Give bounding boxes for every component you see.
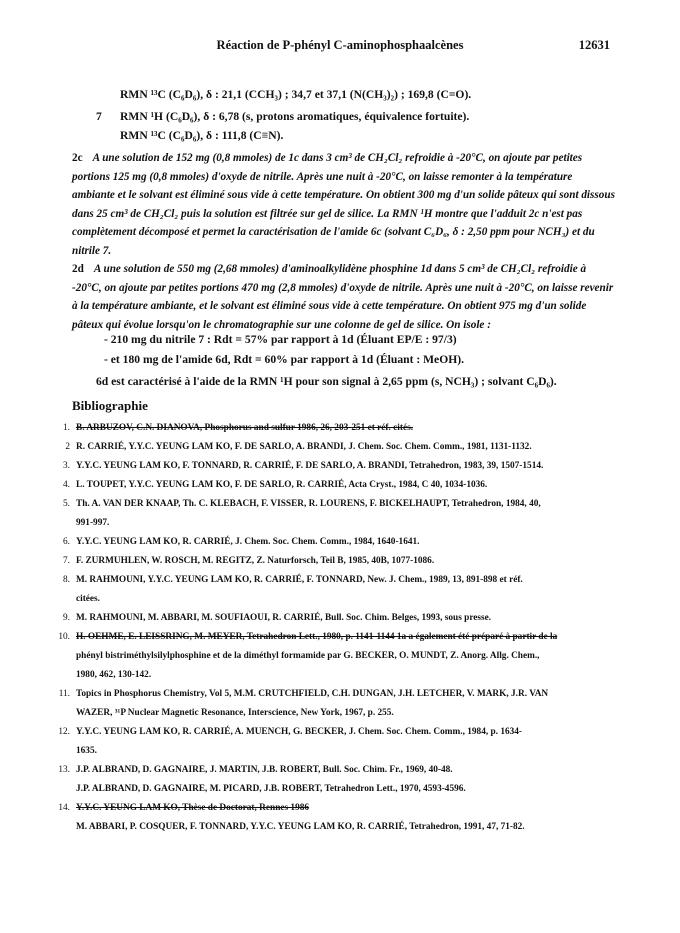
compound-7-label: 7 bbox=[96, 110, 102, 123]
reference-list bbox=[56, 419, 616, 837]
reference-text-line: Y.Y.C. YEUNG LAM KO, F. TONNARD, R. CARRIÉ, F. DE SARLO, A. BRANDI, Tetrahedron, 1983, 39, 1507-1514. bbox=[76, 461, 544, 471]
reference-text-line: J.P. ALBRAND, D. GAGNAIRE, M. PICARD, J.B. ROBERT, Tetrahedron Lett., 1970, 4593-4596. bbox=[76, 784, 466, 794]
reference-item bbox=[56, 533, 616, 552]
reference-text-line: L. TOUPET, Y.Y.C. YEUNG LAM KO, F. DE SARLO, R. CARRIÉ, Acta Cryst., 1984, C 40, 1034-1036. bbox=[76, 480, 488, 490]
paragraph-2d bbox=[72, 260, 618, 334]
reference-text-line: M. RAHMOUNI, Y.Y.C. YEUNG LAM KO, R. CARRIÉ, F. TONNARD, New. J. Chem., 1989, 13, 891-898 et réf. bbox=[76, 575, 523, 585]
reference-number: 1. bbox=[63, 423, 70, 433]
reference-text-line: Y.Y.C. YEUNG LAM KO, Thèse de Doctorat, Rennes 1986 bbox=[76, 803, 310, 813]
paragraph-2d-text: A une solution de 550 mg (2,68 mmoles) d'aminoalkylidène phosphine 1d dans 5 cm³ de CH₂Cl₂ refroidie à -20°C, on ajoute par petites portions 470 mg (2,8 mmoles) d'oxyde de nitrile. Après une nuit à -20°C, on laisse revenir à la température ambiante, et le solvant est éliminé sous vide à cette température. On obtient 975 mg d'un solide pâteux qui évolue lorsqu'on le chromatographie sur une colonne de gel de silice. On isole : bbox=[72, 263, 614, 331]
reference-text-line: Y.Y.C. YEUNG LAM KO, R. CARRIÉ, A. MUENCH, G. BECKER, J. Chem. Soc. Chem. Comm., 1984, p. 1634- bbox=[76, 727, 523, 737]
characterisation-6d bbox=[96, 375, 557, 388]
reference-number: 11. bbox=[58, 689, 70, 699]
paragraph-2c-text: A une solution de 152 mg (0,8 mmoles) de 1c dans 3 cm³ de CH₂Cl₂ refroidie à -20°C, on ajoute par petites portions 125 mg (0,8 mmoles) d'oxyde de nitrile. Après une nuit à -20°C, on laisse remonter à la température ambiante et le solvant est éliminé sous vide à cette température. On obtient 300 mg d'un solide pâteux qui sont dissous dans 25 cm³ de CH₂Cl₂ puis la solution est filtrée sur gel de silice. La RMN ¹H montre que l'adduit 2c n'est pas complètement décomposé et permet la caractérisation de l'amide 6c (solvant C₆D₆, δ : 2,50 ppm pour NCH₃) et du nitrile 7. bbox=[72, 152, 615, 257]
reference-number: 5. bbox=[63, 499, 70, 509]
reference-item bbox=[56, 457, 616, 476]
reference-number: 4. bbox=[63, 480, 70, 490]
reference-text-line: M. RAHMOUNI, M. ABBARI, M. SOUFIAOUI, R. CARRIÉ, Bull. Soc. Chim. Belges, 1993, sous presse. bbox=[76, 613, 492, 623]
reference-item bbox=[56, 476, 616, 495]
reference-text-line: citées. bbox=[76, 594, 101, 604]
nmr-13c-line-1: RMN ¹³C (C₆D₆), δ : 21,1 (CCH₃) ; 34,7 et 37,1 (N(CH₃)₂) ; 169,8 (C=O). bbox=[120, 88, 472, 101]
reference-number: 3. bbox=[63, 461, 70, 471]
reference-text-line: J.P. ALBRAND, D. GAGNAIRE, J. MARTIN, J.B. ROBERT, Bull. Soc. Chim. Fr., 1969, 40-48. bbox=[76, 765, 453, 775]
isolated-amide-line: - et 180 mg de l'amide 6d, Rdt = 60% par rapport à 1d (Éluant : MeOH). bbox=[104, 353, 464, 366]
reference-number: 8. bbox=[63, 575, 70, 585]
isolated-nitrile-line: - 210 mg du nitrile 7 : Rdt = 57% par rapport à 1d (Éluant EP/E : 97/3) bbox=[104, 333, 457, 346]
reference-text-line: F. ZURMUHLEN, W. ROSCH, M. REGITZ, Z. Naturforsch, Teil B, 1985, 40B, 1077-1086. bbox=[76, 556, 435, 566]
bibliography-heading: Bibliographie bbox=[72, 398, 148, 413]
reference-text-line: Th. A. VAN DER KNAAP, Th. C. KLEBACH, F. VISSER, R. LOURENS, F. BICKELHAUPT, Tetrahedron, 1984, 40, bbox=[76, 499, 541, 509]
reference-number: 2 bbox=[65, 442, 70, 452]
reference-text-line: 1635. bbox=[76, 746, 97, 756]
reference-text-line: Y.Y.C. YEUNG LAM KO, R. CARRIÉ, J. Chem. Soc. Chem. Comm., 1984, 1640-1641. bbox=[76, 537, 420, 547]
nmr-1h-line-7: RMN ¹H (C₆D₆), δ : 6,78 (s, protons aromatiques, équivalence fortuite). bbox=[120, 110, 470, 123]
paragraph-2d-label: 2d bbox=[72, 263, 84, 275]
reference-item bbox=[56, 419, 616, 438]
reference-number: 10. bbox=[58, 632, 70, 642]
reference-number: 9. bbox=[63, 613, 70, 623]
reference-item bbox=[56, 685, 616, 723]
reference-text-line: WAZER, ³¹P Nuclear Magnetic Resonance, Interscience, New York, 1967, p. 255. bbox=[76, 708, 394, 718]
reference-number: 7. bbox=[63, 556, 70, 566]
reference-item bbox=[56, 609, 616, 628]
reference-number: 14. bbox=[58, 803, 70, 813]
reference-item bbox=[56, 438, 616, 457]
reference-item bbox=[56, 799, 616, 837]
reference-text-line: H. OEHME, E. LEISSRING, M. MEYER, Tetrahedron Lett., 1980, p. 1141-1144 1a a également été préparé à partir de la bbox=[76, 632, 558, 642]
reference-item bbox=[56, 628, 616, 685]
reference-item bbox=[56, 723, 616, 761]
characterisation-6d-label: 6d bbox=[96, 375, 109, 388]
reference-number: 13. bbox=[58, 765, 70, 775]
paragraph-2c-label: 2c bbox=[72, 152, 83, 164]
running-title: Réaction de P-phényl C-aminophosphaalcènes bbox=[216, 38, 464, 52]
reference-text-line: phényl bistriméthylsilylphosphine et de la diméthyl formamide par G. BECKER, O. MUNDT, Z. Anorg. Allg. Chem., bbox=[76, 651, 540, 661]
page-number: 12631 bbox=[578, 38, 610, 52]
reference-number: 6. bbox=[63, 537, 70, 547]
reference-text-line: R. CARRIÉ, Y.Y.C. YEUNG LAM KO, F. DE SARLO, A. BRANDI, J. Chem. Soc. Chem. Comm., 1981, 1131-1132. bbox=[76, 442, 532, 452]
characterisation-6d-text: est caractérisé à l'aide de la RMN ¹H pour son signal à 2,65 ppm (s, NCH₃) ; solvant C₆D₆). bbox=[111, 375, 557, 388]
reference-number: 12. bbox=[58, 727, 70, 737]
reference-item bbox=[56, 761, 616, 799]
reference-text-line: Topics in Phosphorus Chemistry, Vol 5, M.M. CRUTCHFIELD, C.H. DUNGAN, J.H. LETCHER, V. MARK, J.R. VAN bbox=[76, 689, 549, 699]
reference-text-line: M. ABBARI, P. COSQUER, F. TONNARD, Y.Y.C. YEUNG LAM KO, R. CARRIÉ, Tetrahedron, 1991, 47, 71-82. bbox=[76, 822, 525, 832]
page-header bbox=[0, 38, 680, 58]
paragraph-2c bbox=[72, 149, 618, 260]
nmr-13c-line-7: RMN ¹³C (C₆D₆), δ : 111,8 (C≡N). bbox=[120, 129, 284, 142]
reference-text-line: 991-997. bbox=[76, 518, 110, 528]
reference-item bbox=[56, 552, 616, 571]
reference-text-line: B. ARBUZOV, C.N. DIANOVA, Phosphorus and sulfur 1986, 26, 203-251 et réf. cités. bbox=[76, 423, 414, 433]
reference-item bbox=[56, 495, 616, 533]
reference-item bbox=[56, 571, 616, 609]
reference-text-line: 1980, 462, 130-142. bbox=[76, 670, 152, 680]
